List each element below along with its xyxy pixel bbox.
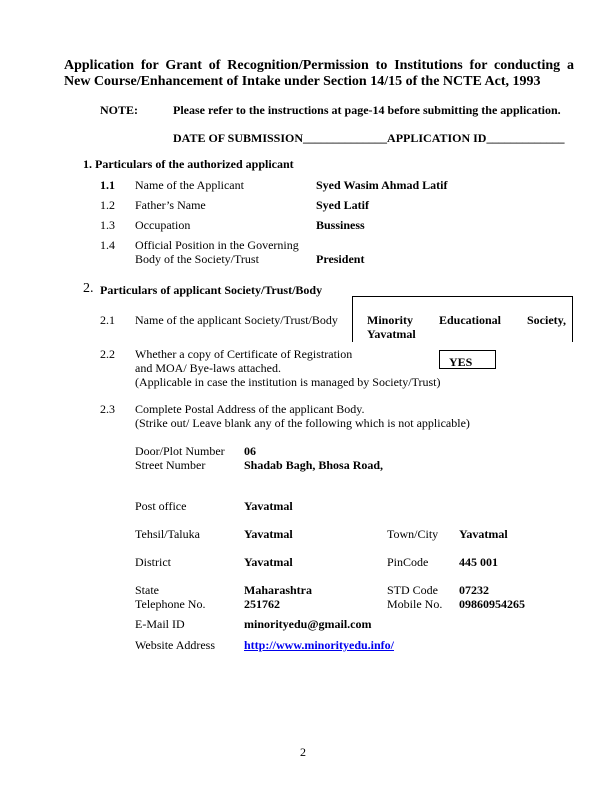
email-label: E-Mail ID: [135, 617, 185, 631]
tehsil-value: Yavatmal: [244, 527, 293, 541]
door-value: 06: [244, 444, 256, 458]
item-1-3-num: 1.3: [100, 218, 115, 232]
official-position: President: [316, 252, 365, 266]
item-1-1-label: Name of the Applicant: [135, 178, 244, 192]
society-name-word-3: Society,: [527, 313, 566, 327]
section1-heading: 1. Particulars of the authorized applicant: [83, 157, 294, 171]
note-label: NOTE:: [100, 103, 139, 117]
telephone-label: Telephone No.: [135, 597, 206, 611]
pincode-value: 445 001: [459, 555, 498, 569]
section2-heading: Particulars of applicant Society/Trust/Body: [100, 283, 323, 297]
title-line-2: New Course/Enhancement of Intake under Section 14/15 of the NCTE Act, 1993: [64, 74, 541, 89]
item-1-3-label: Occupation: [135, 218, 191, 232]
item-2-2-line-3: (Applicable in case the institution is managed by Society/Trust): [135, 375, 441, 389]
item-2-3-line-1: Complete Postal Address of the applicant Body.: [135, 402, 365, 416]
section2-num: 2.: [83, 281, 94, 296]
item-1-2-num: 1.2: [100, 198, 115, 212]
telephone-value: 251762: [244, 597, 280, 611]
item-2-2-line-1: Whether a copy of Certificate of Registration: [135, 347, 353, 361]
society-name-word-2: Educational: [439, 313, 502, 327]
item-1-2-label: Father’s Name: [135, 198, 206, 212]
item-1-4-label: Official Position in the Governing: [135, 238, 299, 252]
note-text: Please refer to the instructions at page-14 before submitting the application.: [173, 103, 561, 117]
item-1-4-num: 1.4: [100, 238, 115, 252]
page-number: 2: [300, 745, 306, 759]
item-1-4-label-2: Body of the Society/Trust: [135, 252, 259, 266]
item-2-3-num: 2.3: [100, 402, 115, 416]
title-line-1: Application for Grant of Recognition/Permission to Institutions for conducting a: [64, 58, 574, 73]
door-label: Door/Plot Number: [135, 444, 225, 458]
mobile-label: Mobile No.: [387, 597, 443, 611]
item-2-1-num: 2.1: [100, 313, 115, 327]
state-label: State: [135, 583, 159, 597]
website-label: Website Address: [135, 638, 216, 652]
item-2-1-label: Name of the applicant Society/Trust/Body: [135, 313, 338, 327]
submission-line: DATE OF SUBMISSION______________APPLICATION ID_____________: [173, 131, 565, 145]
district-value: Yavatmal: [244, 555, 293, 569]
document-title: [64, 58, 574, 90]
item-2-2-line-2: and MOA/ Bye-laws attached.: [135, 361, 281, 375]
society-name-word-4: Yavatmal: [367, 327, 416, 341]
item-2-3-line-2: (Strike out/ Leave blank any of the following which is not applicable): [135, 416, 470, 430]
post-office-value: Yavatmal: [244, 499, 293, 513]
certificate-answer: YES: [449, 355, 473, 369]
occupation: Bussiness: [316, 218, 365, 232]
website-link[interactable]: http://www.minorityedu.info/: [244, 638, 395, 652]
post-office-label: Post office: [135, 499, 187, 513]
std-code-value: 07232: [459, 583, 489, 597]
father-name: Syed Latif: [316, 198, 370, 212]
pincode-label: PinCode: [387, 555, 429, 569]
street-label: Street Number: [135, 458, 206, 472]
town-label: Town/City: [387, 527, 439, 541]
applicant-name: Syed Wasim Ahmad Latif: [316, 178, 448, 192]
state-value: Maharashtra: [244, 583, 312, 597]
street-value: Shadab Bagh, Bhosa Road,: [244, 458, 384, 472]
town-value: Yavatmal: [459, 527, 508, 541]
item-2-2-num: 2.2: [100, 347, 115, 361]
district-label: District: [135, 555, 171, 569]
item-1-1-num: 1.1: [100, 178, 115, 192]
std-code-label: STD Code: [387, 583, 438, 597]
email-value: minorityedu@gmail.com: [244, 617, 372, 631]
society-name-word-1: Minority: [367, 313, 413, 327]
mobile-value: 09860954265: [459, 597, 525, 611]
certificate-answer-box: [439, 350, 496, 369]
tehsil-label: Tehsil/Taluka: [135, 527, 200, 541]
